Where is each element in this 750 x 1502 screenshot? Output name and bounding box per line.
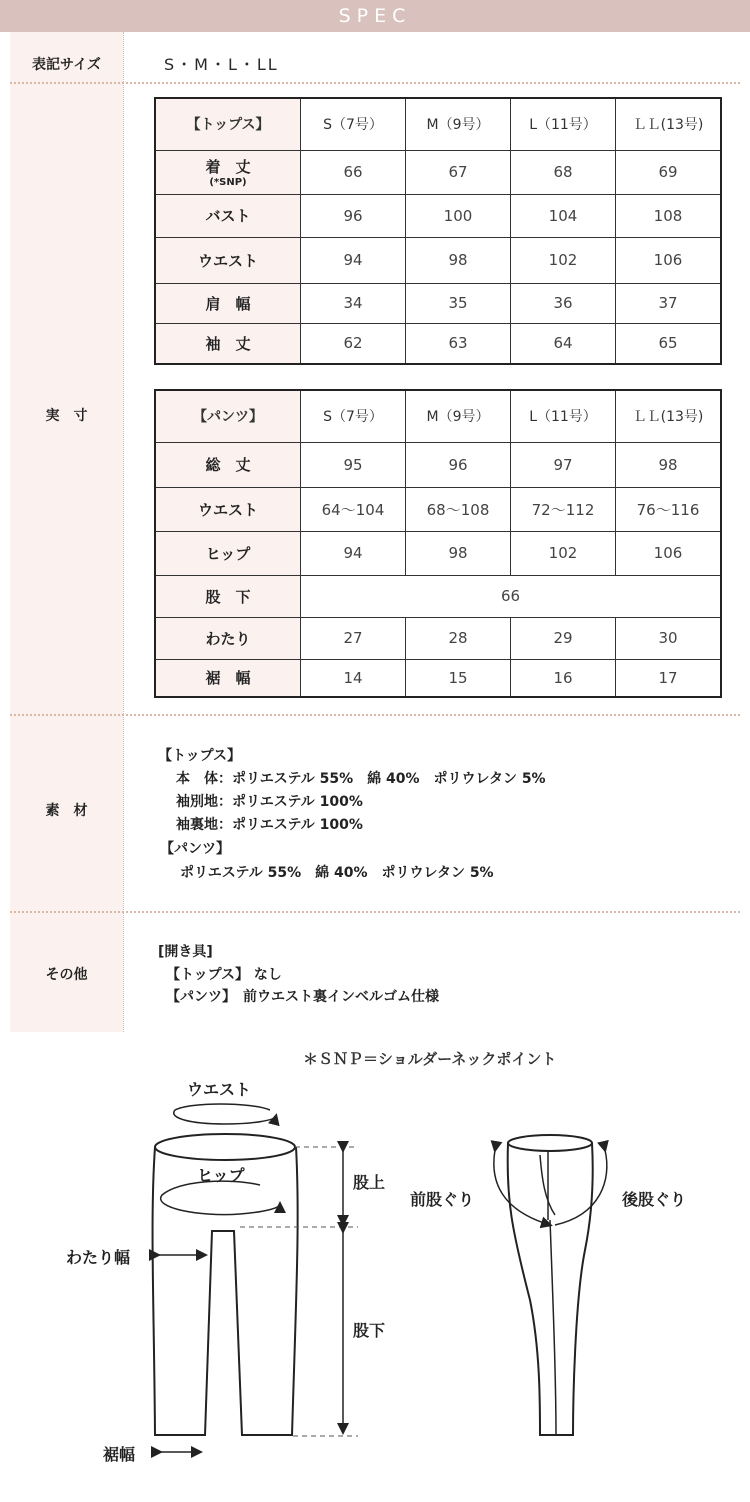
- back-rise-arrow: [555, 1150, 607, 1225]
- table-row: [155, 194, 721, 237]
- table-header-cell: S（7号）: [301, 98, 406, 150]
- diagram-label-back-rise: 後股ぐり: [622, 1190, 687, 1209]
- diagram-label-thigh: わたり幅: [66, 1248, 131, 1267]
- hip-arrow: [161, 1181, 280, 1214]
- diagram-label-hip: ヒップ: [197, 1166, 245, 1185]
- table-cell: 98: [616, 442, 722, 487]
- table-cell: 106: [616, 237, 722, 283]
- table-cell: 36: [511, 283, 616, 323]
- row-label: ヒップ: [155, 531, 301, 575]
- table-row: [155, 659, 721, 697]
- row-label: 肩 幅: [155, 283, 301, 323]
- table-cell: 65: [616, 323, 722, 364]
- table-cell: 17: [616, 659, 722, 697]
- label-material: 素 材: [45, 803, 88, 819]
- table-header-cell: L（11号）: [511, 390, 616, 442]
- table-cell: 95: [301, 442, 406, 487]
- table-header-cell: ＬＬ(13号): [616, 390, 722, 442]
- row-label: 股 下: [155, 575, 301, 617]
- reference-lines: [240, 1147, 358, 1436]
- table-cell: 100: [406, 194, 511, 237]
- table-row: [155, 237, 721, 283]
- table-cell-merged: 66: [301, 575, 722, 617]
- tops-size-table: [154, 97, 722, 365]
- diagram-label-waist: ウエスト: [187, 1080, 252, 1099]
- diagram-label-front-rise: 前股ぐり: [410, 1190, 475, 1209]
- label-measurements: 実 寸: [45, 408, 88, 424]
- table-cell: 28: [406, 617, 511, 659]
- table-cell: 63: [406, 323, 511, 364]
- vertical-divider: [123, 32, 124, 1032]
- material-pants-heading: 【パンツ】: [160, 841, 230, 857]
- table-cell: 98: [406, 531, 511, 575]
- table-cell: 34: [301, 283, 406, 323]
- table-row: [155, 442, 721, 487]
- table-row: [155, 531, 721, 575]
- material-line: 袖裏地：ポリエステル 100%: [176, 817, 363, 833]
- table-cell: 64: [511, 323, 616, 364]
- table-cell: 106: [616, 531, 722, 575]
- table-cell: 98: [406, 237, 511, 283]
- other-heading: [開き具]: [158, 944, 213, 960]
- table-header-cell: 【トップス】: [155, 98, 301, 150]
- table-cell: 67: [406, 150, 511, 194]
- pants-size-table: [154, 389, 722, 698]
- table-cell: 102: [511, 237, 616, 283]
- table-cell: 35: [406, 283, 511, 323]
- table-cell: 96: [406, 442, 511, 487]
- diagram-label-hem: 裾幅: [103, 1445, 136, 1464]
- table-cell: 108: [616, 194, 722, 237]
- divider: [10, 82, 740, 84]
- divider: [10, 714, 740, 716]
- row-label: 総 丈: [155, 442, 301, 487]
- material-tops-heading: 【トップス】: [158, 748, 242, 764]
- row-label: バスト: [155, 194, 301, 237]
- table-cell: 96: [301, 194, 406, 237]
- table-header-cell: M（9号）: [406, 390, 511, 442]
- table-cell: 66: [301, 150, 406, 194]
- diagram-label-inseam: 股下: [353, 1321, 386, 1340]
- pants-measurement-diagram: [0, 1060, 750, 1500]
- table-cell: 30: [616, 617, 722, 659]
- table-header-cell: ＬＬ(13号): [616, 98, 722, 150]
- row-label: ウエスト: [155, 487, 301, 531]
- snp-note: ＊ＳＮＰ＝ショルダーネックポイント: [303, 1050, 557, 1068]
- table-row: [155, 617, 721, 659]
- row-label: 着 丈 (*SNP): [155, 150, 301, 194]
- material-line: 本 体：ポリエステル 55% 綿 40% ポリウレタン 5%: [176, 771, 546, 787]
- table-cell: 94: [301, 237, 406, 283]
- table-cell: 37: [616, 283, 722, 323]
- table-cell: 72〜112: [511, 487, 616, 531]
- row-label: 袖 丈: [155, 323, 301, 364]
- size-notation-value: S・M・L・LL: [164, 55, 279, 74]
- row-label: わたり: [155, 617, 301, 659]
- table-cell: 94: [301, 531, 406, 575]
- table-header-cell: M（9号）: [406, 98, 511, 150]
- divider: [10, 911, 740, 913]
- table-cell: 15: [406, 659, 511, 697]
- table-cell: 64〜104: [301, 487, 406, 531]
- other-line: 【パンツ】 前ウエスト裏インベルゴム仕様: [166, 989, 439, 1005]
- row-label: ウエスト: [155, 237, 301, 283]
- material-line: 袖別地：ポリエステル 100%: [176, 794, 363, 810]
- table-row: [155, 283, 721, 323]
- table-cell: 14: [301, 659, 406, 697]
- table-header-cell: S（7号）: [301, 390, 406, 442]
- table-row: [155, 150, 721, 194]
- table-cell: 29: [511, 617, 616, 659]
- side-pants-outline: [508, 1135, 593, 1435]
- table-cell: 16: [511, 659, 616, 697]
- diagram-label-rise: 股上: [353, 1173, 386, 1192]
- table-cell: 76〜116: [616, 487, 722, 531]
- table-cell: 62: [301, 323, 406, 364]
- table-cell: 27: [301, 617, 406, 659]
- waist-arrow: [174, 1104, 276, 1124]
- label-size-notation: 表記サイズ: [32, 57, 101, 73]
- row-label: 裾 幅: [155, 659, 301, 697]
- table-cell: 97: [511, 442, 616, 487]
- table-cell: 104: [511, 194, 616, 237]
- label-other: その他: [45, 967, 88, 983]
- table-cell: 68: [511, 150, 616, 194]
- table-row: [155, 575, 721, 617]
- spec-banner: SPEC: [0, 0, 750, 32]
- material-line: ポリエステル 55% 綿 40% ポリウレタン 5%: [180, 865, 494, 881]
- table-cell: 68〜108: [406, 487, 511, 531]
- table-header-cell: 【パンツ】: [155, 390, 301, 442]
- table-row: [155, 323, 721, 364]
- label-column: [10, 32, 123, 1032]
- front-rise-arrow: [494, 1150, 550, 1225]
- table-cell: 69: [616, 150, 722, 194]
- table-row: [155, 487, 721, 531]
- table-cell: 102: [511, 531, 616, 575]
- table-header-cell: L（11号）: [511, 98, 616, 150]
- other-line: 【トップス】 なし: [166, 967, 282, 983]
